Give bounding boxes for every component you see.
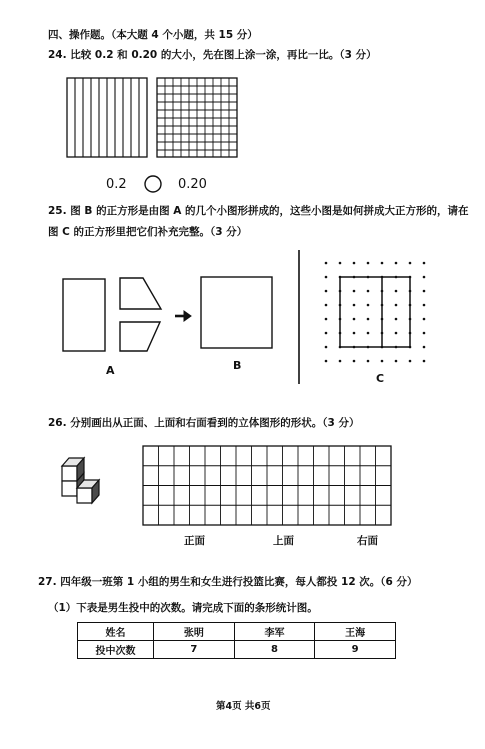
figure-c-square (340, 277, 410, 347)
compare-circle (145, 176, 161, 192)
table-cell: 张明 (154, 623, 235, 641)
solid-figure (62, 458, 99, 503)
question-25-text-line1: 25. 图 B 的正方形是由图 A 的几个小图形拼成的，这些小图是如何拼成大正方形的，请在 (48, 205, 469, 217)
figure-a-pieces (63, 278, 161, 351)
question-27-sub1: （1）下表是男生投中的次数。请完成下面的条形统计图。 (48, 602, 318, 614)
figure-c-label: C (376, 372, 385, 385)
hundredths-grid (157, 78, 237, 157)
table-cell: 投中次数 (78, 641, 154, 659)
view-top-label: 上面 (273, 535, 294, 547)
value-left: 0.2 (106, 177, 127, 192)
tenths-grid (67, 78, 147, 157)
value-right: 0.20 (178, 177, 207, 192)
figure-b-label: B (233, 359, 242, 372)
table-cell: 7 (154, 641, 235, 659)
table-cell: 李军 (234, 623, 315, 641)
question-26-text: 26. 分别画出从正面、上面和右面看到的立体图形的形状。（3 分） (48, 417, 360, 429)
section-title: 四、操作题。（本大题 4 个小题，共 15 分） (48, 29, 258, 41)
table-cell: 9 (315, 641, 396, 659)
view-front-label: 正面 (184, 535, 205, 547)
question-25-text-line2: 图 C 的正方形里把它们补充完整。（3 分） (48, 226, 248, 238)
view-right-label: 右面 (357, 535, 378, 547)
table-cell: 王海 (315, 623, 396, 641)
arrow-icon (175, 311, 191, 321)
answer-grid (143, 446, 391, 525)
figure-a-label: A (106, 364, 115, 377)
table-cell: 姓名 (78, 623, 154, 641)
page-footer: 第4页 共6页 (216, 701, 271, 712)
question-24-text: 24. 比较 0.2 和 0.20 的大小，先在图上涂一涂，再比一比。（3 分） (48, 49, 377, 61)
figure-b-square (201, 277, 272, 348)
table-cell: 8 (234, 641, 315, 659)
question-27-text: 27. 四年级一班第 1 小组的男生和女生进行投篮比赛，每人都投 12 次。（6 分） (38, 576, 418, 588)
